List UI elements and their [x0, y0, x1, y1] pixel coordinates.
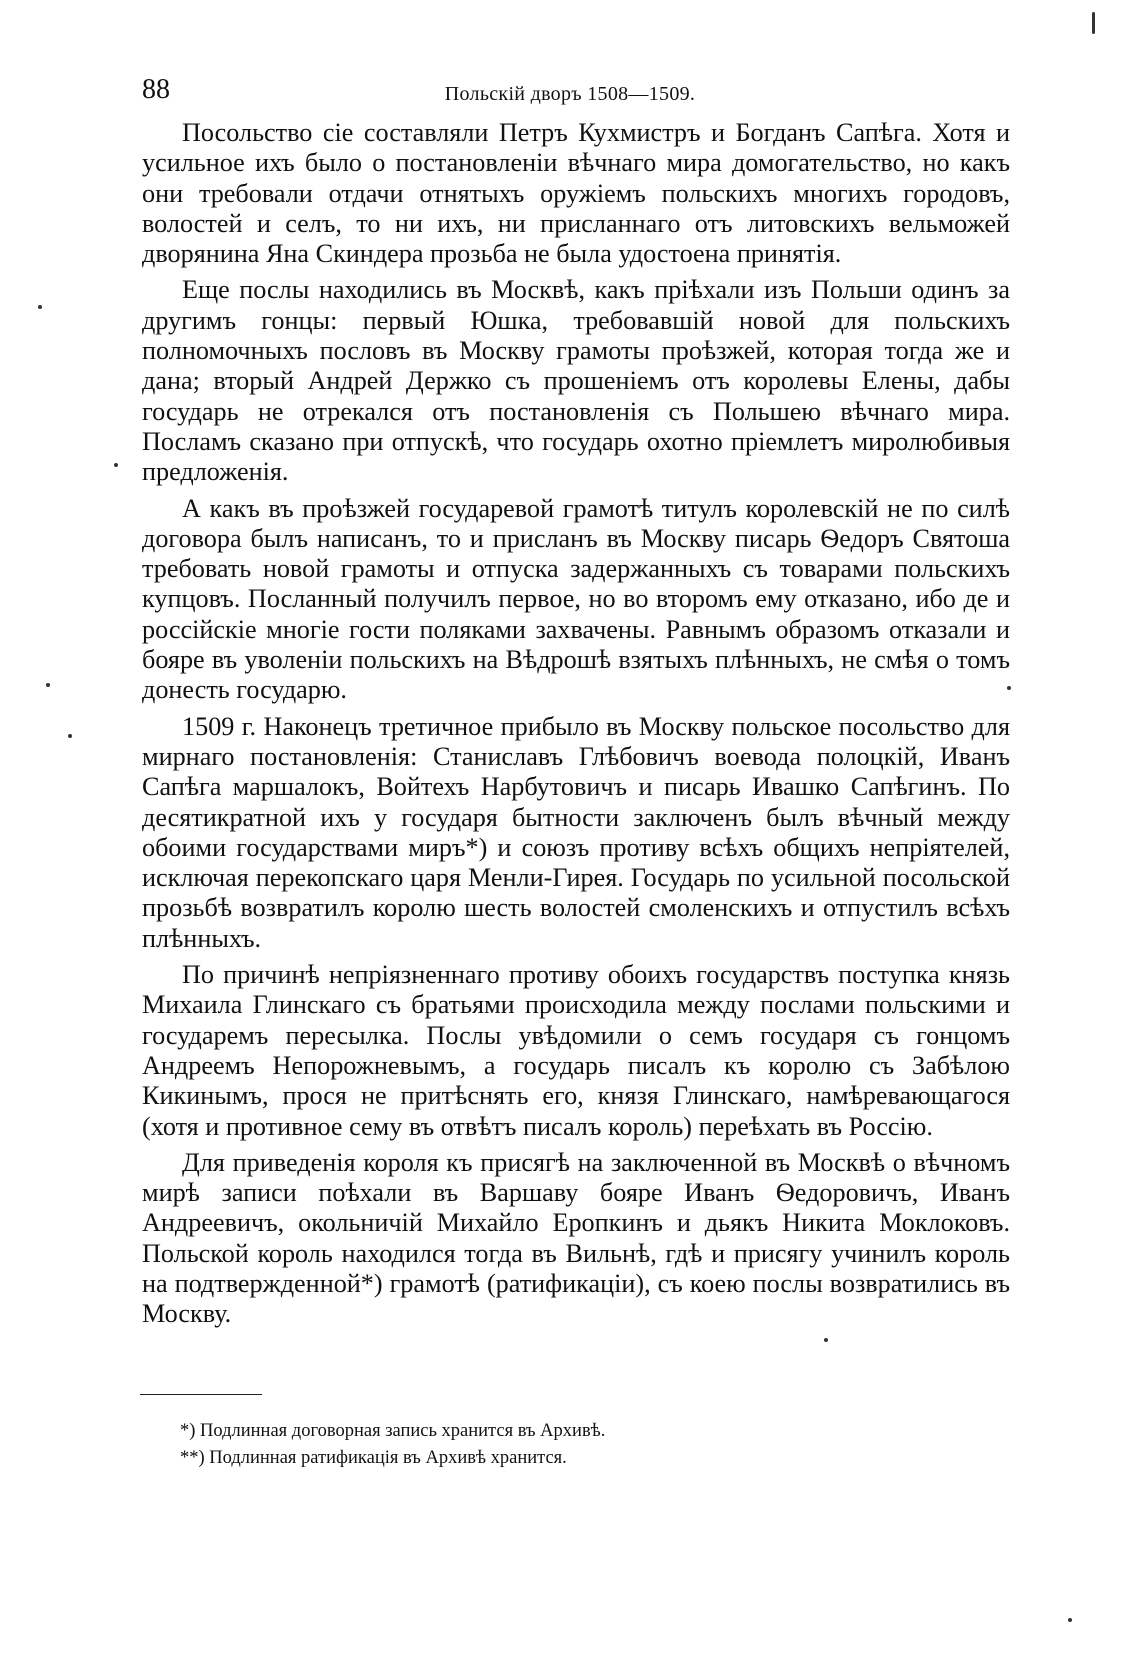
body-text — [142, 118, 1010, 1336]
scan-speck — [1092, 12, 1095, 34]
footnote-divider — [140, 1394, 262, 1395]
scan-speck — [68, 734, 72, 738]
paragraph-6: Для приведенія короля къ присягѣ на заключенной въ Москвѣ о вѣчномъ мирѣ записи поѣхали въ Варшаву бояре Иванъ Ѳедоровичъ, Иванъ Андреевичъ, окольничій Михайло Еропкинъ и дьякъ Никита Моклоковъ. Польской король находился тогда въ Вильнѣ, гдѣ и присягу учинилъ король на подтвержденной*) грамотѣ (ратификаціи), съ коею послы возвратились въ Москву. — [142, 1147, 1010, 1329]
footnote-1: *) Подлинная договорная запись хранится въ Архивѣ. — [180, 1421, 606, 1441]
page-number: 88 — [142, 74, 170, 105]
paragraph-1: Посольство сіе составляли Петръ Кухмистръ и Богданъ Сапѣга. Хотя и усильное ихъ было о постановленіи вѣчнаго мира домогательство, но какъ они требовали отдачи отнятыхъ оружіемъ польскихъ многихъ городовъ, волостей и селъ, то ни ихъ, ни присланнаго отъ литовскихъ вельможей дворянина Яна Скиндера прозьба не была удостоена принятія. — [142, 118, 1010, 269]
paragraph-3: А какъ въ проѣзжей государевой грамотѣ титулъ королевскій не по силѣ договора былъ написанъ, то и присланъ въ Москву писарь Ѳедоръ Святоша требовать новой грамоты и отпуска задержанныхъ съ товарами польскихъ купцовъ. Посланный получилъ первое, но во второмъ ему отказано, ибо де и россійскіе многіе гости поляками захвачены. Равнымъ образомъ отказали и бояре въ уволеніи польскихъ на Вѣдрошѣ взятыхъ плѣнныхъ, не смѣя о томъ донесть государю. — [142, 493, 1010, 705]
footnote-2: **) Подлинная ратификація въ Архивѣ хранится. — [180, 1448, 567, 1468]
footnotes — [180, 1418, 1010, 1472]
paragraph-2: Еще послы находились въ Москвѣ, какъ пріѣхали изъ Польши одинъ за другимъ гонцы: первый Юшка, требовавшій новой для польскихъ полномочныхъ пословъ въ Москву грамоты проѣзжей, которая тогда же и дана; вторый Андрей Держко съ прошеніемъ отъ королевы Елены, дабы государь не отрекался отъ постановленія съ Польшею вѣчнаго мира. Посламъ сказано при отпускѣ, что государь охотно пріемлетъ миролюбивыя предложенія. — [142, 275, 1010, 487]
scan-speck — [114, 463, 118, 467]
running-title: Польскій дворъ 1508—1509. — [444, 83, 696, 105]
scan-speck — [46, 683, 50, 687]
scan-speck — [1007, 686, 1011, 690]
scan-speck — [824, 1338, 828, 1342]
scan-speck — [1068, 1618, 1072, 1622]
paragraph-5: По причинѣ непріязненнаго противу обоихъ государствъ поступка князь Михаила Глинскаго съ братьями происходила между послами польскими и государемъ пересылка. Послы увѣдомили о семъ государя съ гонцомъ Андреемъ Непорожневымъ, а государь писалъ къ королю съ Забѣлою Кикинымъ, прося не притѣснять его, князя Глинскаго, намѣревающагося (хотя и противное сему въ отвѣтъ писалъ король) переѣхать въ Россію. — [142, 960, 1010, 1141]
scan-speck — [38, 305, 42, 309]
paragraph-4: 1509 г. Наконецъ третичное прибыло въ Москву польское посольство для мирнаго постановленія: Станиславъ Глѣбовичъ воевода полоцкій, Иванъ Сапѣга маршалокъ, Войтехъ Нарбутовичъ и писарь Ивашко Сапѣгинъ. По десятикратной ихъ у государя бытности заключенъ былъ вѣчный между обоими государствами миръ*) и союзъ противу всѣхъ общихъ непріятелей, исключая перекопскаго царя Менли-Гирея. Государь по усильной посольской прозьбѣ возвратилъ королю шесть волостей смоленскихъ и отпустилъ всѣхъ плѣнныхъ. — [142, 711, 1010, 953]
